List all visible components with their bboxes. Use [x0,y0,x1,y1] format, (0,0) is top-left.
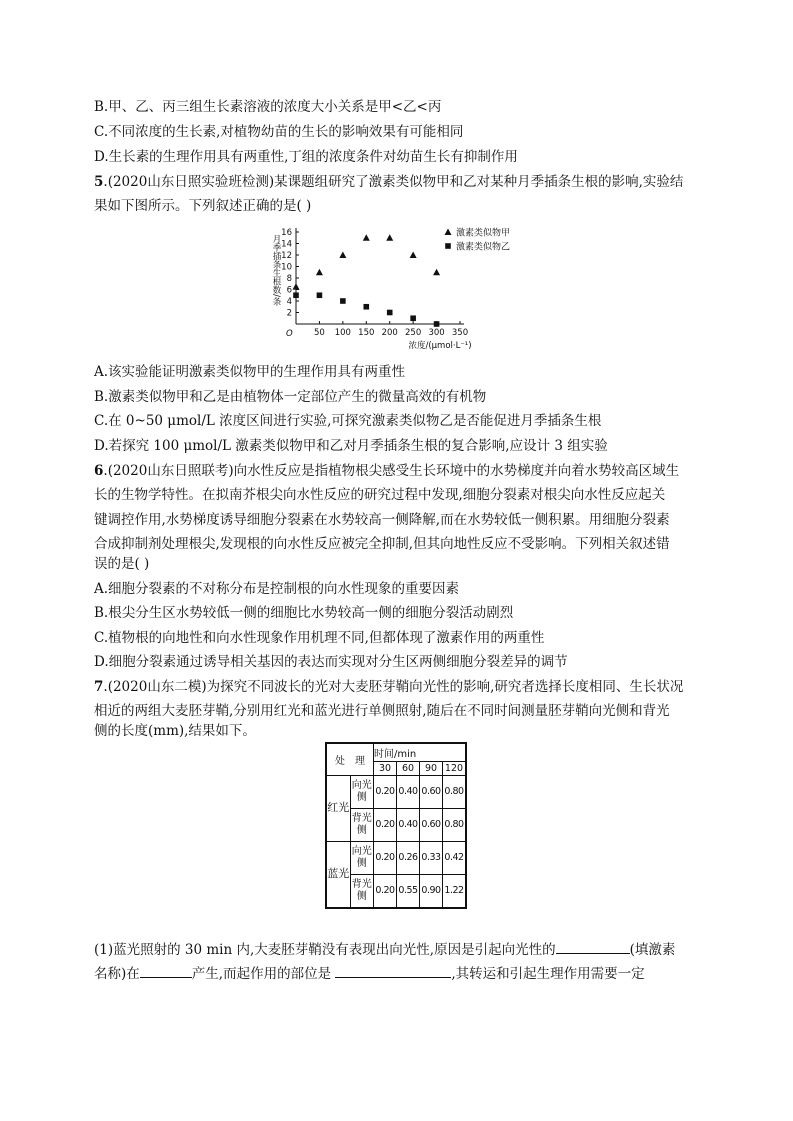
point-series-b [293,292,299,298]
question-6-stem-cont: 长的生物学特性。在拟南芥根尖向水性反应的研究过程中发现,细胞分裂素对根尖向水性反应起关 [94,487,666,503]
side-toward: 向光侧 [350,775,374,808]
q5-option-a: A.该实验能证明激素类似物甲的生理作用具有两重性 [94,364,406,380]
results-table [325,742,467,909]
y-tick-label: 12 [281,251,292,261]
y-tick-label: 2 [286,308,292,319]
question-6-stem-cont: 合成抑制剂处理根尖,发现根的向水性反应被完全抑制,但其向地性反应不受影响。下列相关叙述错 [94,536,670,552]
x-tick-label: 100 [334,328,351,338]
question-7-stem-cont: 相近的两组大麦胚芽鞘,分别用红光和蓝光进行单侧照射,随后在不同时间测量胚芽鞘向光侧和背光 [94,703,670,719]
question-text: .(2020山东日照联考)向水性反应是指植物根尖感受生长环境中的水势梯度并向着水势较高区域生 [103,463,680,479]
q7-sub1-cont [94,963,645,983]
origin-label: O [286,329,293,339]
question-5-stem-cont: 果如下图所示。下列叙述正确的是( ) [94,198,312,214]
question-number: 7 [94,679,104,695]
table-cell: 0.80 [443,808,467,841]
chart-svg [262,222,522,350]
option-b-prev: B.甲、乙、丙三组生长素溶液的浓度大小关系是甲<乙<丙 [94,99,442,115]
x-tick-label: 350 [451,328,469,338]
question-6-stem [94,462,679,480]
legend-label: 激素类似物甲 [456,228,511,239]
point-series-b [317,292,323,298]
q7-sub1-text: 产生,而起作用的部位是 [191,966,336,982]
answer-blank[interactable] [140,963,192,978]
point-series-b [387,310,393,316]
header-treatment: 处 理 [326,743,374,775]
option-c-prev: C.不同浓度的生长素,对植物幼苗的生长的影响效果有可能相同 [94,124,464,140]
q6-option-b: B.根尖分生区水势较低一侧的细胞比水势较高一侧的细胞分裂活动剧烈 [94,605,514,621]
question-text: .(2020山东日照实验班检测)某课题组研究了激素类似物甲和乙对某种月季插条生根的影响,实验结 [103,174,684,190]
group-red: 红光 [326,775,350,841]
point-series-a [316,269,323,276]
table-cell: 0.20 [374,808,397,841]
x-axis-label: 浓度/(μmol·L⁻¹) [408,341,472,351]
x-tick-label: 150 [358,328,375,338]
q7-sub1-text: ,其转运和引起生理作用需要一定 [451,966,645,982]
point-series-a [410,252,417,259]
legend-label: 激素类似物乙 [456,242,511,253]
table-cell: 0.26 [397,841,420,874]
question-number: 6 [94,463,104,479]
time-col: 30 [374,761,397,775]
question-6-stem-cont: 键调控作用,水势梯度诱导细胞分裂素在水势较高一侧降解,而在水势较低一侧积累。用细胞分裂素 [94,512,670,528]
q7-sub1-text: (1)蓝光照射的 30 min 内,大麦胚芽鞘没有表现出向光性,原因是引起向光性的 [94,942,556,958]
time-col: 90 [420,761,443,775]
legend-marker-square [445,243,451,249]
table-cell: 0.90 [420,874,443,908]
group-blue: 蓝光 [326,841,350,908]
table-cell: 0.33 [420,841,443,874]
y-tick-label: 14 [281,239,292,250]
table-cell: 0.60 [420,808,443,841]
q5-option-d: D.若探究 100 μmol/L 激素类似物甲和乙对月季插条生根的复合影响,应设计 3 组实验 [94,438,608,454]
question-7-stem-cont: 侧的长度(mm),结果如下。 [94,723,256,739]
point-series-a [293,283,300,290]
point-series-a [339,252,346,259]
question-number: 5 [94,174,104,190]
q7-sub1-text: (填激素 [629,942,676,958]
q5-option-c: C.在 0~50 μmol/L 浓度区间进行实验,可探究激素类似物乙是否能促进月季插条生根 [94,413,602,429]
q6-option-c: C.植物根的向地性和向水性现象作用机理不同,但都体现了激素作用的两重性 [94,630,545,646]
header-time: 时间/min [374,743,467,761]
table-cell: 0.20 [374,841,397,874]
y-tick-label: 10 [281,262,292,273]
point-series-a [363,234,370,241]
q6-option-a: A.细胞分裂素的不对称分布是控制根的向水性现象的重要因素 [94,581,460,597]
question-5-stem [94,173,683,191]
x-tick-label: 200 [381,328,398,338]
side-back: 背光侧 [350,808,374,841]
table-cell: 0.40 [397,808,420,841]
y-tick-label: 8 [286,274,292,284]
legend-marker-triangle [445,229,452,236]
rooting-chart [262,222,522,350]
point-series-b [340,298,346,304]
table-cell: 0.20 [374,775,397,808]
point-series-b [410,315,416,321]
y-tick-label: 4 [286,297,292,307]
side-toward: 向光侧 [350,841,374,874]
table-cell: 0.80 [443,775,467,808]
point-series-a [433,269,440,276]
time-col: 120 [443,761,467,775]
y-tick-label: 16 [281,228,292,238]
q7-sub1 [94,939,675,959]
x-tick-label: 250 [405,328,422,338]
q6-option-d: D.细胞分裂素通过诱导相关基因的表达而实现对分生区两侧细胞分裂差异的调节 [94,654,568,670]
x-tick-label: 300 [428,328,445,338]
table-cell: 1.22 [443,874,467,908]
point-series-b [363,304,369,310]
q5-option-b: B.激素类似物甲和乙是由植物体一定部位产生的微量高效的有机物 [94,389,487,405]
point-series-a [386,234,393,241]
question-text: .(2020山东二模)为探究不同波长的光对大麦胚芽鞘向光性的影响,研究者选择长度相同、生长状况 [103,679,684,695]
question-6-stem-cont: 误的是( ) [94,556,150,572]
y-axis-label: 月季插条生根数/条 [271,234,281,306]
table-cell: 0.60 [420,775,443,808]
table-cell: 0.55 [397,874,420,908]
table-cell: 0.42 [443,841,467,874]
y-tick-label: 6 [286,285,292,296]
side-back: 背光侧 [350,874,374,908]
question-7-stem [94,678,683,696]
answer-blank[interactable] [556,939,630,954]
table-cell: 0.40 [397,775,420,808]
point-series-b [434,321,440,327]
x-tick-label: 50 [314,328,325,338]
answer-blank[interactable] [335,963,451,978]
option-d-prev: D.生长素的生理作用具有两重性,丁组的浓度条件对幼苗生长有抑制作用 [94,149,518,165]
table-cell: 0.20 [374,874,397,908]
q7-sub1-text: 名称)在 [94,966,140,982]
time-col: 60 [397,761,420,775]
